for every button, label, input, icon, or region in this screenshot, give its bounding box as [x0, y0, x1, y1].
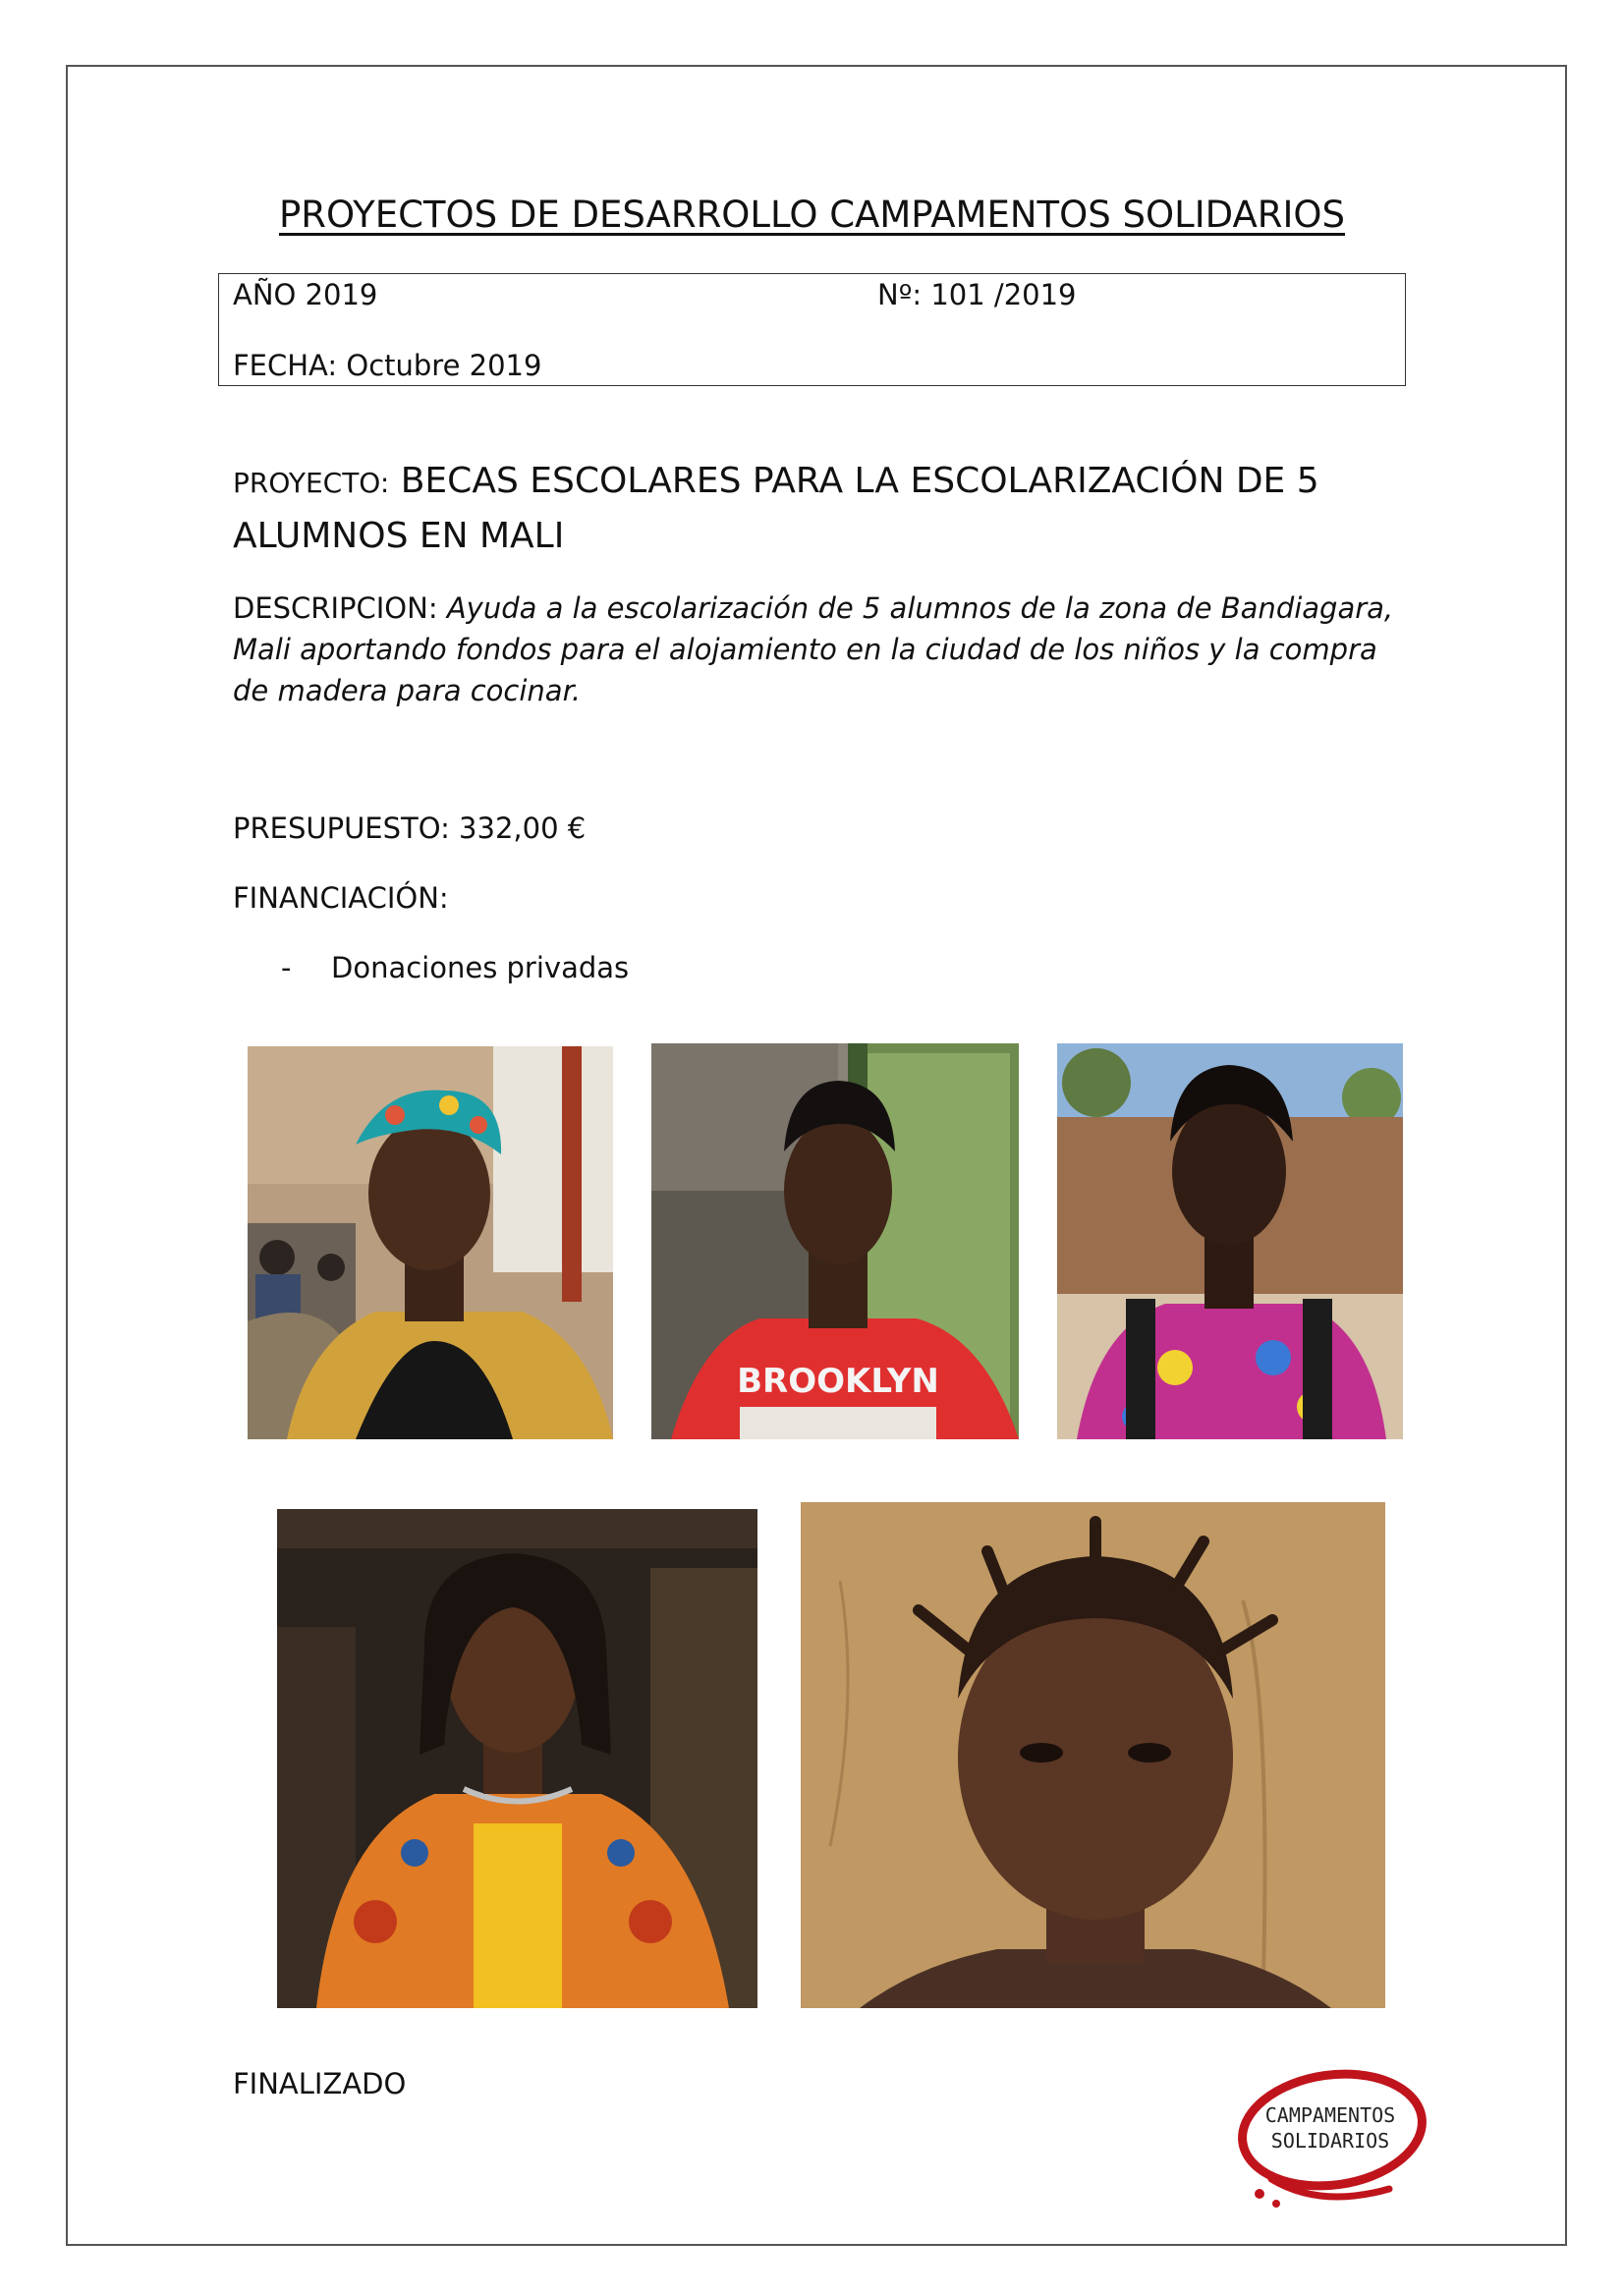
page-title: PROYECTOS DE DESARROLLO CAMPAMENTOS SOLIDARIOS	[278, 194, 1345, 236]
funding-bullet-dash: -	[281, 951, 292, 984]
budget-line: PRESUPUESTO: 332,00 €	[233, 812, 587, 845]
year-field: AÑO 2019	[233, 278, 378, 311]
funding-item: Donaciones privadas	[331, 951, 630, 984]
info-box	[218, 273, 1406, 386]
project-number-field: Nº: 101 /2019	[877, 278, 1077, 311]
description-text: Ayuda a la escolarización de 5 alumnos de la zona de Bandiagara, Mali aportando fondos para el alojamiento en la ciudad de los niños y la compra de madera para cocinar.	[233, 591, 1394, 707]
project-name: BECAS ESCOLARES PARA LA ESCOLARIZACIÓN DE 5 ALUMNOS EN MALI	[233, 461, 1319, 556]
logo-text-line2: SOLIDARIOS	[1270, 2129, 1390, 2153]
funding-label: FINANCIACIÓN:	[233, 881, 449, 915]
description-label: DESCRIPCION:	[233, 591, 438, 625]
student-photo-4	[277, 1509, 757, 2008]
logo-text-line1: CAMPAMENTOS	[1264, 2103, 1396, 2127]
student-photo-1	[248, 1046, 613, 1439]
shirt-text: BROOKLYN	[737, 1362, 939, 1401]
project-label: PROYECTO:	[233, 467, 390, 499]
project-heading	[233, 455, 1412, 563]
campamentos-solidarios-logo	[1232, 2061, 1433, 2211]
description-block	[233, 588, 1412, 711]
date-field: FECHA: Octubre 2019	[233, 349, 542, 382]
status-label: FINALIZADO	[233, 2067, 407, 2100]
student-photo-2	[651, 1043, 1019, 1439]
student-photo-3	[1057, 1043, 1403, 1439]
student-photo-5	[801, 1502, 1385, 2008]
